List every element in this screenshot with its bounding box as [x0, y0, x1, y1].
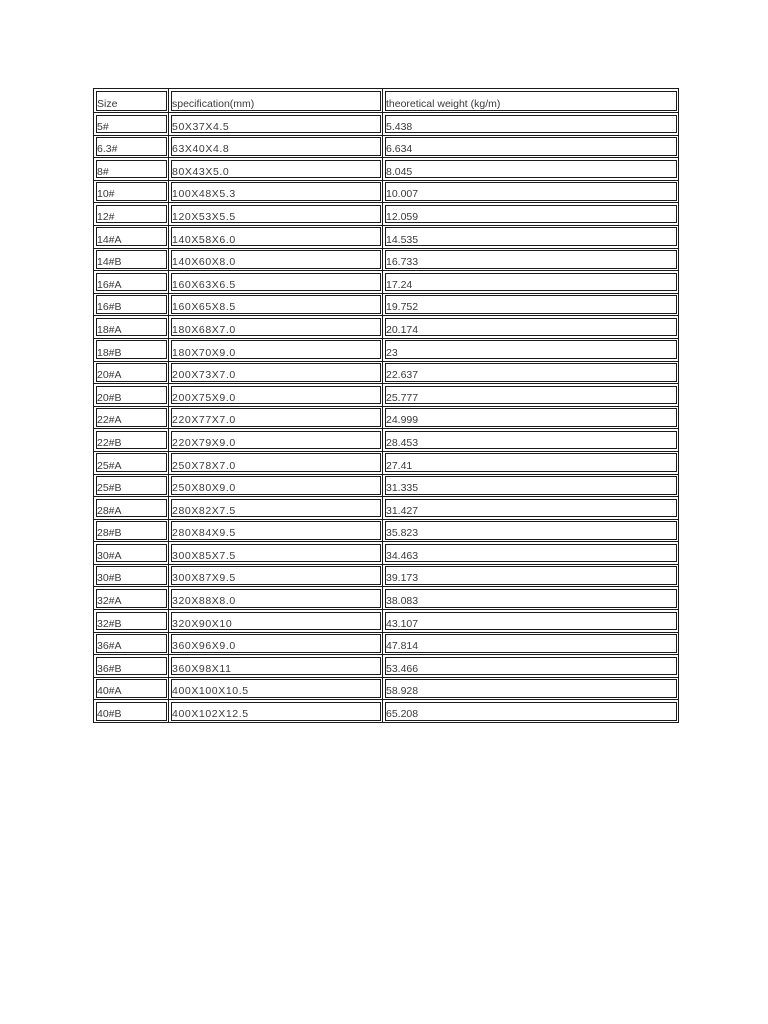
cell-weight: 8.045	[383, 158, 679, 181]
cell-specification: 100X48X5.3	[169, 180, 383, 203]
cell-size: 10#	[94, 180, 169, 203]
cell-size: 18#A	[94, 316, 169, 339]
channel-steel-table	[93, 88, 679, 723]
cell-weight: 28.453	[383, 429, 679, 452]
table-row	[94, 474, 679, 497]
channel-steel-table-container	[93, 88, 678, 723]
cell-weight: 16.733	[383, 248, 679, 271]
table-row	[94, 180, 679, 203]
cell-size: 20#A	[94, 361, 169, 384]
cell-specification: 250X80X9.0	[169, 474, 383, 497]
cell-weight: 27.41	[383, 451, 679, 474]
cell-size: 18#B	[94, 338, 169, 361]
cell-weight: 14.535	[383, 225, 679, 248]
cell-specification: 63X40X4.8	[169, 135, 383, 158]
cell-specification: 320X90X10	[169, 610, 383, 633]
header-size: Size	[94, 89, 169, 113]
cell-size: 25#A	[94, 451, 169, 474]
table-row	[94, 406, 679, 429]
cell-weight: 5.438	[383, 113, 679, 136]
cell-size: 22#B	[94, 429, 169, 452]
cell-specification: 160X65X8.5	[169, 293, 383, 316]
table-row	[94, 610, 679, 633]
table-row	[94, 384, 679, 407]
cell-specification: 80X43X5.0	[169, 158, 383, 181]
cell-specification: 300X87X9.5	[169, 564, 383, 587]
cell-size: 25#B	[94, 474, 169, 497]
cell-weight: 53.466	[383, 655, 679, 678]
table-row	[94, 293, 679, 316]
cell-weight: 35.823	[383, 519, 679, 542]
cell-weight: 31.335	[383, 474, 679, 497]
cell-size: 32#B	[94, 610, 169, 633]
cell-size: 5#	[94, 113, 169, 136]
cell-specification: 120X53X5.5	[169, 203, 383, 226]
table-row	[94, 655, 679, 678]
cell-weight: 19.752	[383, 293, 679, 316]
cell-weight: 34.463	[383, 542, 679, 565]
cell-weight: 17.24	[383, 271, 679, 294]
cell-size: 40#A	[94, 677, 169, 700]
table-row	[94, 248, 679, 271]
cell-size: 22#A	[94, 406, 169, 429]
cell-specification: 220X79X9.0	[169, 429, 383, 452]
cell-specification: 250X78X7.0	[169, 451, 383, 474]
header-theoretical-weight: theoretical weight (kg/m)	[383, 89, 679, 113]
table-row	[94, 632, 679, 655]
table-row	[94, 158, 679, 181]
cell-specification: 180X70X9.0	[169, 338, 383, 361]
table-row	[94, 361, 679, 384]
table-row	[94, 700, 679, 723]
table-row	[94, 225, 679, 248]
cell-size: 32#A	[94, 587, 169, 610]
cell-weight: 38.083	[383, 587, 679, 610]
cell-specification: 400X100X10.5	[169, 677, 383, 700]
table-row	[94, 564, 679, 587]
cell-specification: 220X77X7.0	[169, 406, 383, 429]
cell-weight: 43.107	[383, 610, 679, 633]
cell-size: 36#B	[94, 655, 169, 678]
table-header-row	[94, 89, 679, 113]
cell-specification: 50X37X4.5	[169, 113, 383, 136]
cell-size: 14#B	[94, 248, 169, 271]
cell-size: 40#B	[94, 700, 169, 723]
cell-specification: 160X63X6.5	[169, 271, 383, 294]
table-row	[94, 113, 679, 136]
table-row	[94, 203, 679, 226]
cell-specification: 280X84X9.5	[169, 519, 383, 542]
cell-weight: 12.059	[383, 203, 679, 226]
table-body	[94, 89, 679, 723]
cell-weight: 22.637	[383, 361, 679, 384]
cell-specification: 280X82X7.5	[169, 497, 383, 520]
table-row	[94, 316, 679, 339]
cell-size: 30#B	[94, 564, 169, 587]
table-row	[94, 338, 679, 361]
cell-weight: 31.427	[383, 497, 679, 520]
cell-specification: 360X98X11	[169, 655, 383, 678]
table-row	[94, 542, 679, 565]
cell-weight: 6.634	[383, 135, 679, 158]
cell-weight: 25.777	[383, 384, 679, 407]
cell-specification: 360X96X9.0	[169, 632, 383, 655]
cell-weight: 20.174	[383, 316, 679, 339]
cell-size: 12#	[94, 203, 169, 226]
cell-specification: 320X88X8.0	[169, 587, 383, 610]
cell-size: 16#B	[94, 293, 169, 316]
cell-weight: 24.999	[383, 406, 679, 429]
cell-size: 28#B	[94, 519, 169, 542]
cell-weight: 58.928	[383, 677, 679, 700]
cell-specification: 140X60X8.0	[169, 248, 383, 271]
table-row	[94, 677, 679, 700]
cell-size: 36#A	[94, 632, 169, 655]
cell-specification: 200X75X9.0	[169, 384, 383, 407]
table-row	[94, 451, 679, 474]
cell-size: 16#A	[94, 271, 169, 294]
cell-weight: 65.208	[383, 700, 679, 723]
cell-weight: 47.814	[383, 632, 679, 655]
cell-size: 28#A	[94, 497, 169, 520]
cell-specification: 180X68X7.0	[169, 316, 383, 339]
cell-size: 14#A	[94, 225, 169, 248]
table-row	[94, 271, 679, 294]
cell-weight: 39.173	[383, 564, 679, 587]
cell-size: 6.3#	[94, 135, 169, 158]
cell-weight: 23	[383, 338, 679, 361]
table-row	[94, 497, 679, 520]
cell-specification: 400X102X12.5	[169, 700, 383, 723]
header-specification: specification(mm)	[169, 89, 383, 113]
cell-specification: 200X73X7.0	[169, 361, 383, 384]
cell-specification: 140X58X6.0	[169, 225, 383, 248]
cell-specification: 300X85X7.5	[169, 542, 383, 565]
table-row	[94, 587, 679, 610]
table-row	[94, 429, 679, 452]
cell-size: 8#	[94, 158, 169, 181]
table-row	[94, 135, 679, 158]
cell-size: 20#B	[94, 384, 169, 407]
cell-size: 30#A	[94, 542, 169, 565]
table-row	[94, 519, 679, 542]
cell-weight: 10.007	[383, 180, 679, 203]
